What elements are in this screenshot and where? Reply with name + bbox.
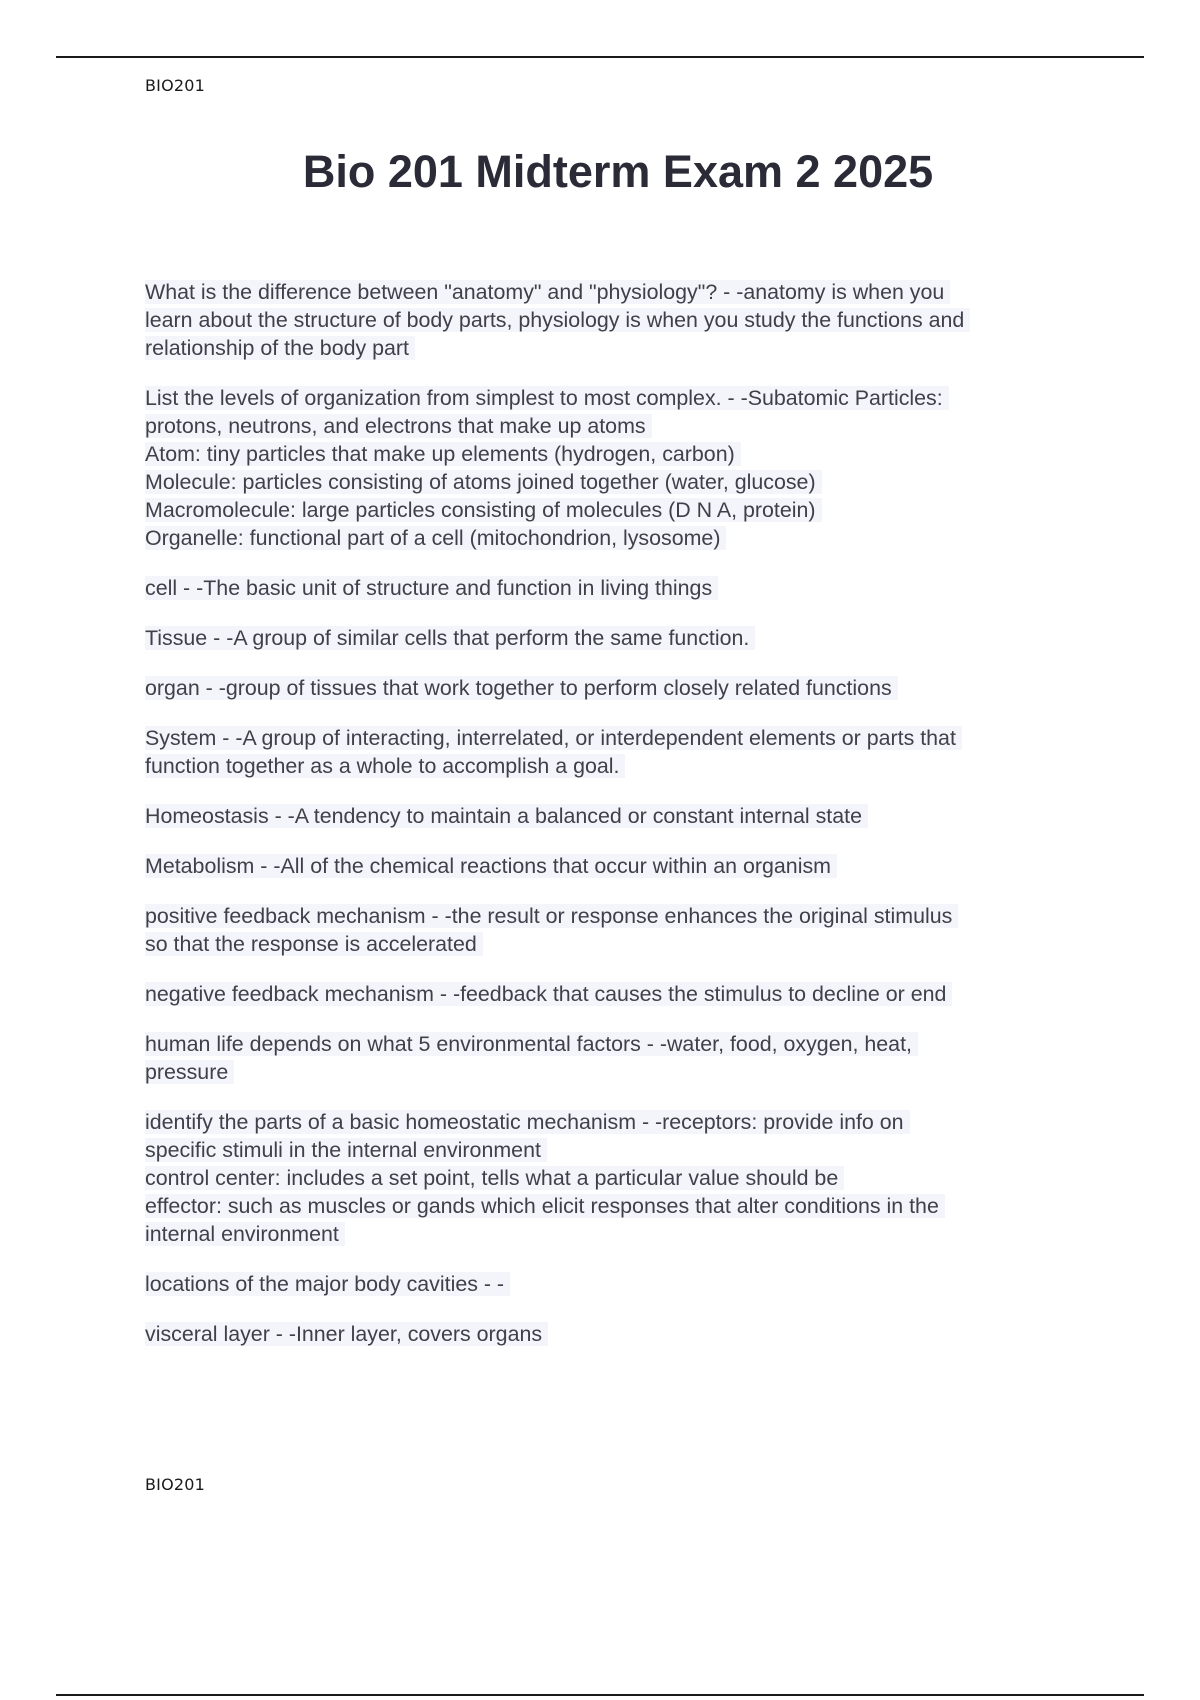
qa-line: function together as a whole to accomplish a goal. xyxy=(145,752,1085,780)
qa-line: control center: includes a set point, tells what a particular value should be xyxy=(145,1164,1085,1192)
qa-line: List the levels of organization from simplest to most complex. - -Subatomic Particles: xyxy=(145,384,1085,412)
qa-line: cell - -The basic unit of structure and function in living things xyxy=(145,574,1085,602)
qa-line: Atom: tiny particles that make up elements (hydrogen, carbon) xyxy=(145,440,1085,468)
qa-item xyxy=(145,624,1085,652)
bottom-rule xyxy=(56,1694,1144,1696)
qa-line: System - -A group of interacting, interrelated, or interdependent elements or parts that xyxy=(145,724,1085,752)
qa-line: specific stimuli in the internal environment xyxy=(145,1136,1085,1164)
qa-item xyxy=(145,802,1085,830)
top-rule xyxy=(56,56,1144,58)
qa-line: relationship of the body part xyxy=(145,334,1085,362)
qa-item xyxy=(145,278,1085,362)
qa-line: internal environment xyxy=(145,1220,1085,1248)
qa-line: Macromolecule: large particles consisting of molecules (D N A, protein) xyxy=(145,496,1085,524)
qa-list xyxy=(145,278,1085,1370)
qa-line: Metabolism - -All of the chemical reactions that occur within an organism xyxy=(145,852,1085,880)
qa-line: pressure xyxy=(145,1058,1085,1086)
qa-item xyxy=(145,980,1085,1008)
qa-line: negative feedback mechanism - -feedback that causes the stimulus to decline or end xyxy=(145,980,1085,1008)
qa-line: organ - -group of tissues that work together to perform closely related functions xyxy=(145,674,1085,702)
qa-item xyxy=(145,724,1085,780)
qa-item xyxy=(145,1320,1085,1348)
qa-item xyxy=(145,574,1085,602)
qa-item xyxy=(145,902,1085,958)
qa-line: protons, neutrons, and electrons that make up atoms xyxy=(145,412,1085,440)
qa-line: locations of the major body cavities - - xyxy=(145,1270,1085,1298)
qa-item xyxy=(145,1270,1085,1298)
qa-item xyxy=(145,384,1085,552)
qa-line: Molecule: particles consisting of atoms joined together (water, glucose) xyxy=(145,468,1085,496)
qa-line: learn about the structure of body parts, physiology is when you study the functions and xyxy=(145,306,1085,334)
qa-line: Tissue - -A group of similar cells that perform the same function. xyxy=(145,624,1085,652)
qa-line: visceral layer - -Inner layer, covers organs xyxy=(145,1320,1085,1348)
qa-item xyxy=(145,852,1085,880)
qa-line: Organelle: functional part of a cell (mitochondrion, lysosome) xyxy=(145,524,1085,552)
qa-line: Homeostasis - -A tendency to maintain a balanced or constant internal state xyxy=(145,802,1085,830)
document-title: Bio 201 Midterm Exam 2 2025 xyxy=(302,146,934,197)
running-header: BIO201 xyxy=(145,76,206,95)
qa-line: identify the parts of a basic homeostatic mechanism - -receptors: provide info on xyxy=(145,1108,1085,1136)
qa-line: human life depends on what 5 environmental factors - -water, food, oxygen, heat, xyxy=(145,1030,1085,1058)
qa-line: What is the difference between "anatomy" and "physiology"? - -anatomy is when you xyxy=(145,278,1085,306)
qa-item xyxy=(145,674,1085,702)
qa-line: so that the response is accelerated xyxy=(145,930,1085,958)
running-footer: BIO201 xyxy=(145,1475,206,1494)
qa-line: positive feedback mechanism - -the result or response enhances the original stimulus xyxy=(145,902,1085,930)
qa-item xyxy=(145,1030,1085,1086)
qa-line: effector: such as muscles or gands which elicit responses that alter conditions in the xyxy=(145,1192,1085,1220)
qa-item xyxy=(145,1108,1085,1248)
